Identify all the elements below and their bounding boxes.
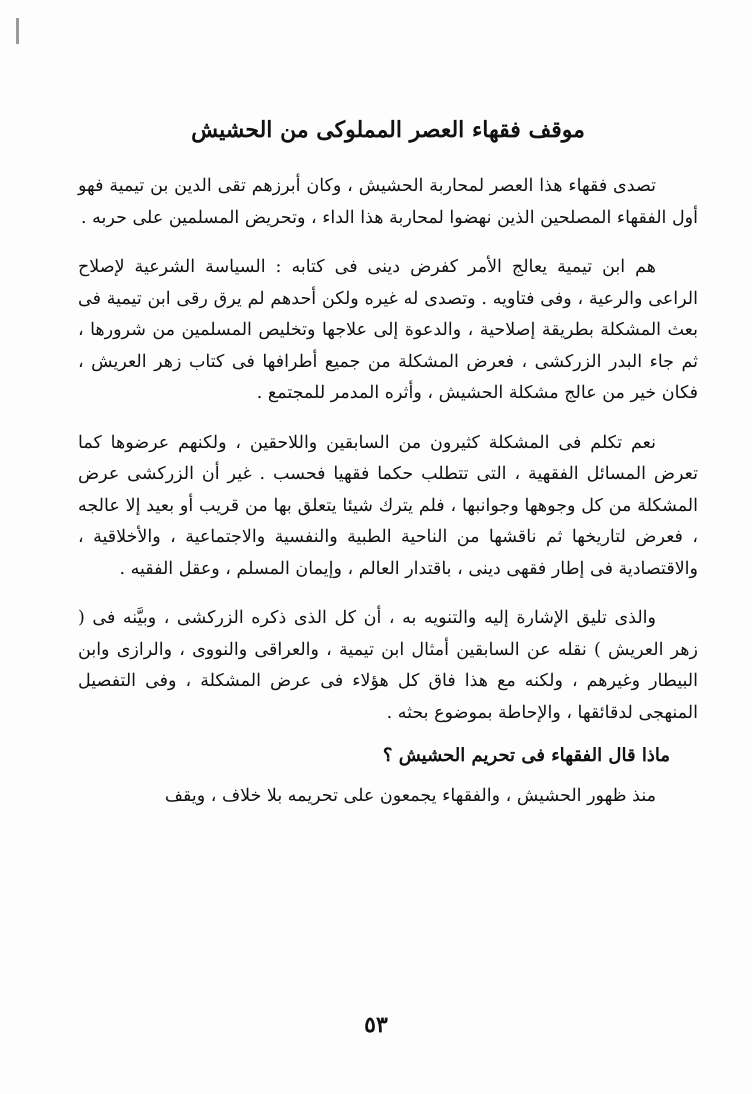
page-title: موقف فقهاء العصر المملوكى من الحشيش: [191, 117, 585, 143]
paragraph-1: تصدى فقهاء هذا العصر لمحاربة الحشيش ، وكان أبرزهم تقى الدين بن تيمية فهو أول الفقهاء المصلحين الذين نهضوا لمحاربة هذا الداء ، وتحريض المسلمين على حربه .: [78, 176, 698, 228]
page-number: ٥٣: [364, 1012, 388, 1038]
section-heading: ماذا قال الفقهاء فى تحريم الحشيش ؟: [382, 745, 670, 766]
paragraph-4: والذى تليق الإشارة إليه والتنويه به ، أن كل الذى ذكره الزركشى ، وبيَّنه فى ( زهر العريش ) نقله عن السابقين أمثال ابن تيمية ، والعراقى والنووى ، والرازى وابن البيطار وغيرهم ، ولكنه مع هذا فاق كل هؤلاء فى عرض المشكلة ، وفى التفصيل المنهجى لدقائقها ، والإحاطة بموضوع بحثه .: [78, 608, 698, 723]
final-paragraph: منذ ظهور الحشيش ، والفقهاء يجمعون على تحريمه بلا خلاف ، ويقف: [164, 786, 656, 806]
paragraph-2: هم ابن تيمية يعالج الأمر كفرض دينى فى كتابه : السياسة الشرعية لإصلاح الراعى والرعية ، وفى فتاويه . وتصدى له غيره ولكن أحدهم لم يرق رقى ابن تيمية فى بعث المشكلة بطريقة إصلاحية ، والدعوة إلى علاجها وتخليص المسلمين من شرورها ، ثم جاء البدر الزركشى ، فعرض المشكلة من جميع أطرافها فى كتاب زهر العريش ، فكان خير من عالج مشكلة الحشيش ، وأثره المدمر للمجتمع .: [78, 257, 698, 403]
paragraph-3: نعم تكلم فى المشكلة كثيرون من السابقين واللاحقين ، ولكنهم عرضوها كما تعرض المسائل الفقهية ، التى تتطلب حكما فقهيا فحسب . غير أن الزركشى عرض المشكلة من كل وجوهها وجوانبها ، فلم يترك شيئا يتعلق بها من قريب أو بعيد إلا عالجه ، فعرض لتاريخها ثم ناقشها من الناحية الطبية والنفسية والاجتماعية ، والأخلاقية ، والاقتصادية فى إطار فقهى دينى ، باقتدار العالم ، وإيمان المسلم ، وعقل الفقيه .: [78, 432, 698, 579]
page-content: [78, 105, 698, 831]
margin-mark: [16, 18, 19, 44]
